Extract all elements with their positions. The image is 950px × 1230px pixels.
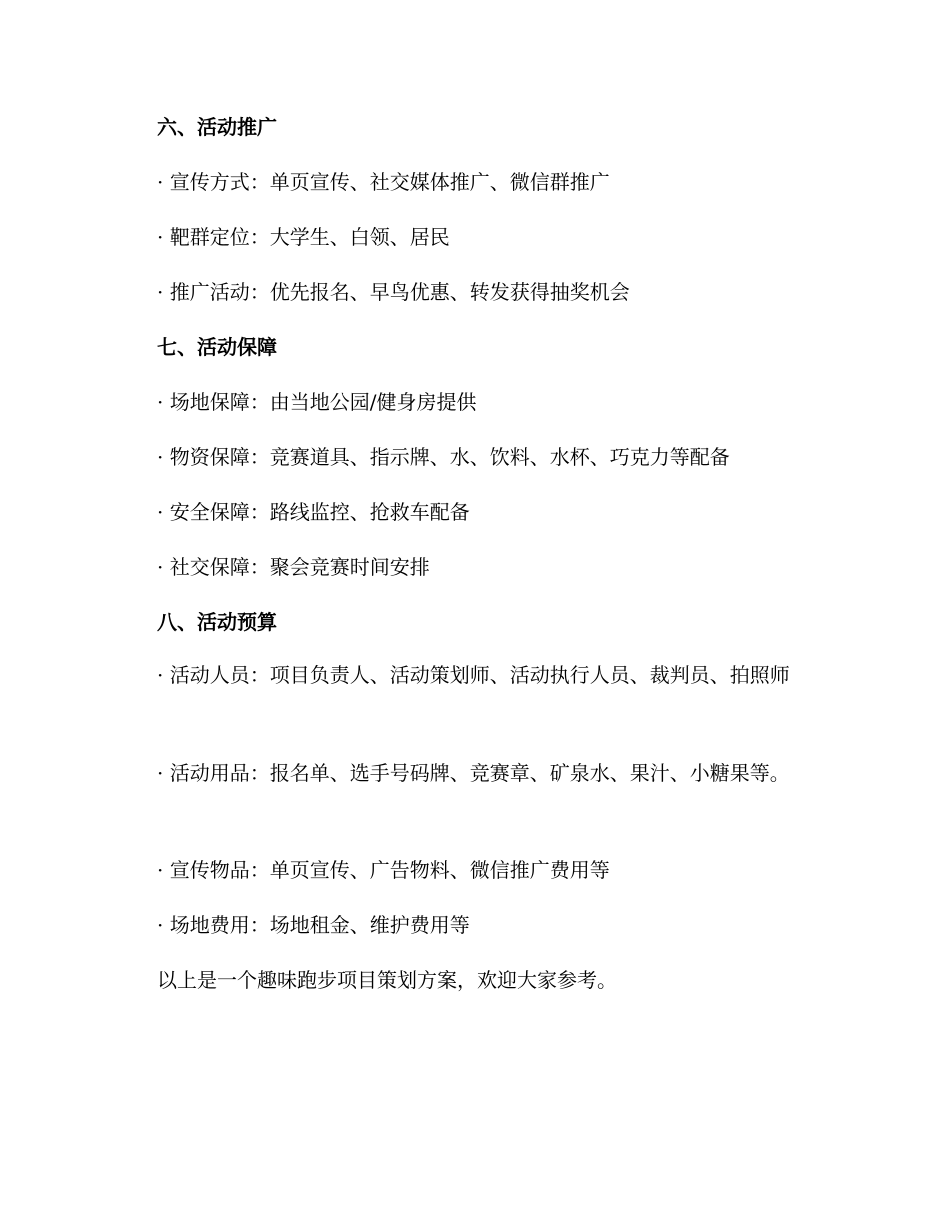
list-item: · 安全保障：路线监控、抢救车配备 (157, 500, 470, 524)
section-heading-budget: 八、活动预算 (157, 610, 277, 634)
list-item: · 活动人员：项目负责人、活动策划师、活动执行人员、裁判员、拍照师 (157, 663, 790, 687)
list-item: · 靶群定位：大学生、白领、居民 (157, 225, 450, 249)
list-item: · 宣传物品：单页宣传、广告物料、微信推广费用等 (157, 858, 610, 882)
list-item: · 宣传方式：单页宣传、社交媒体推广、微信群推广 (157, 170, 610, 194)
list-item: · 推广活动：优先报名、早鸟优惠、转发获得抽奖机会 (157, 280, 630, 304)
list-item: · 社交保障：聚会竞赛时间安排 (157, 555, 430, 579)
list-item: · 场地保障：由当地公园/健身房提供 (157, 390, 477, 414)
list-item: · 活动用品：报名单、选手号码牌、竞赛章、矿泉水、果汁、小糖果等。 (157, 761, 790, 785)
section-heading-promotion: 六、活动推广 (157, 115, 277, 139)
closing-paragraph: 以上是一个趣味跑步项目策划方案，欢迎大家参考。 (157, 968, 617, 992)
list-item: · 物资保障：竞赛道具、指示牌、水、饮料、水杯、巧克力等配备 (157, 445, 730, 469)
list-item: · 场地费用：场地租金、维护费用等 (157, 913, 470, 937)
section-heading-guarantee: 七、活动保障 (157, 335, 277, 359)
